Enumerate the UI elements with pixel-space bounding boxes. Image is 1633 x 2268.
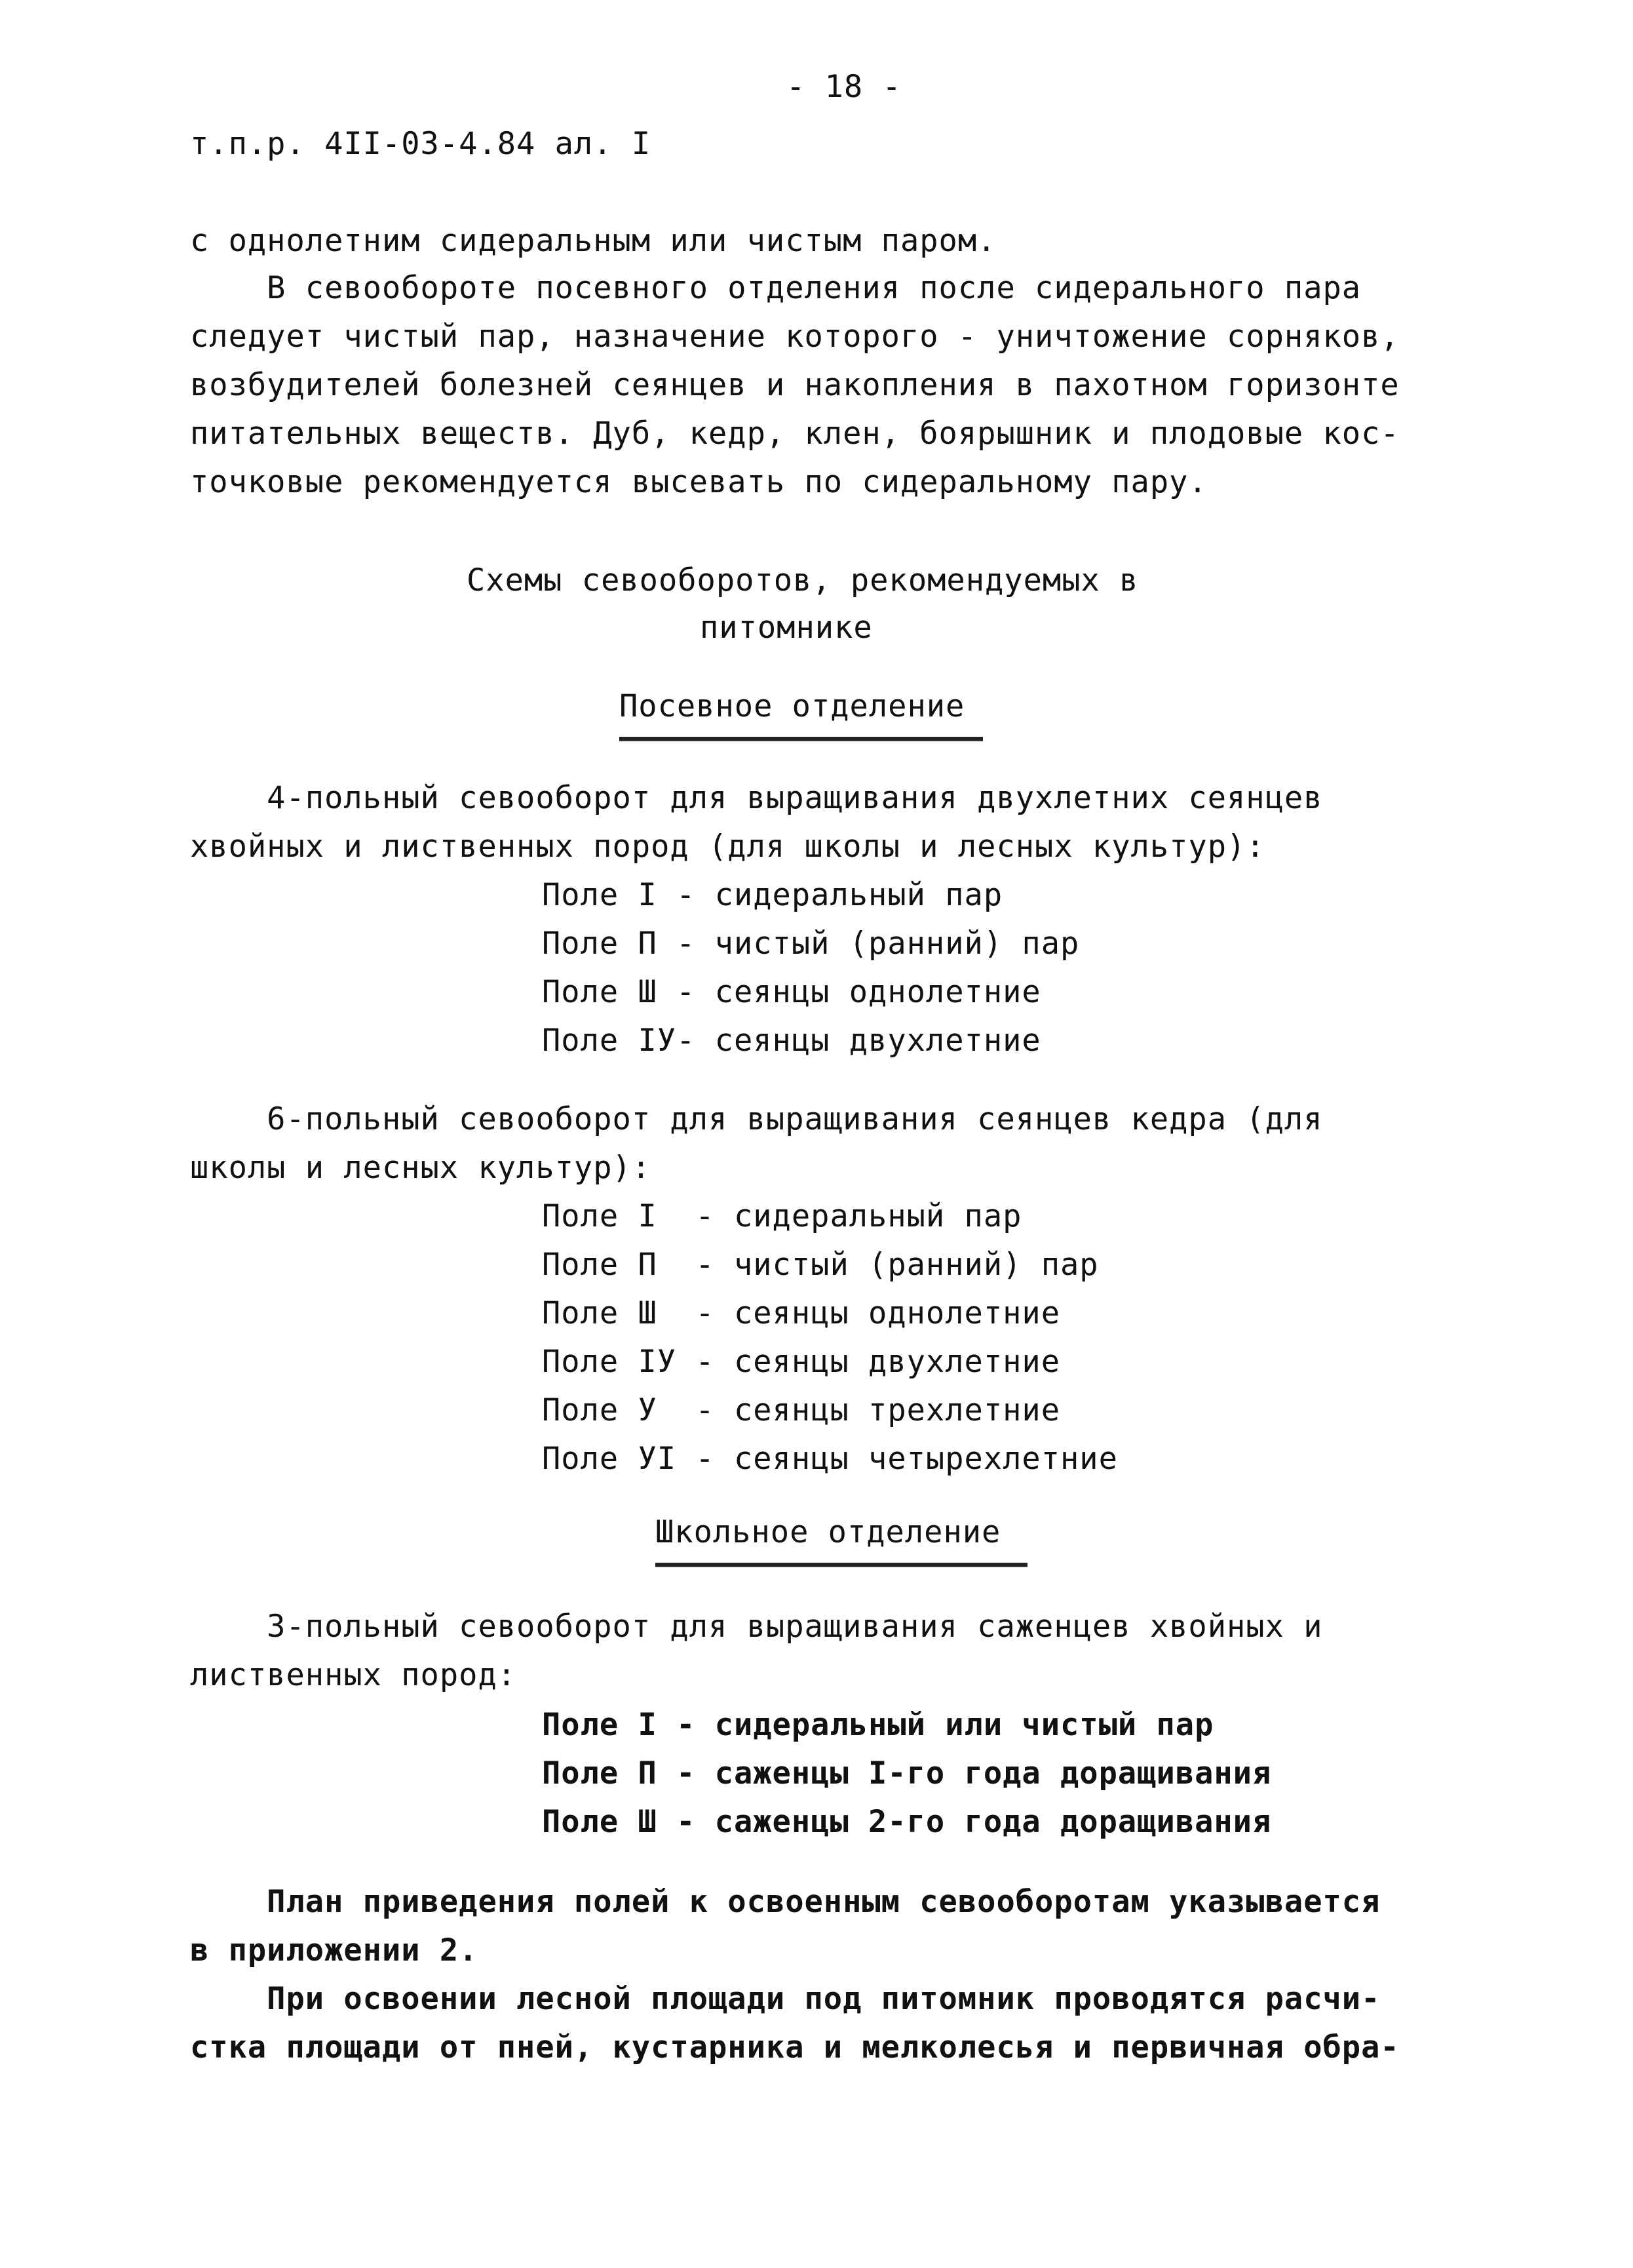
field-item: Поле I - сидеральный пар: [542, 877, 1003, 913]
field-item: Поле Ш - сеянцы однолетние: [542, 974, 1041, 1010]
rotation-intro-line: школы и лесных культур):: [190, 1150, 651, 1186]
rotation-intro-line: 6-польный севооборот для выращивания сеянцев кедра (для: [190, 1101, 1323, 1137]
intro-paragraph-line: питательных веществ. Дуб, кедр, клен, боярышник и плодовые кос-: [190, 416, 1400, 452]
rotation-intro-line: лиственных пород:: [190, 1657, 517, 1693]
field-item: Поле Ш - сеянцы однолетние: [542, 1295, 1061, 1331]
closing-paragraph-line: в приложении 2.: [190, 1932, 478, 1968]
field-item: Поле П - чистый (ранний) пар: [542, 926, 1080, 962]
school-heading: Школьное отделение: [655, 1514, 1001, 1550]
intro-paragraph-line: возбудителей болезней сеянцев и накопления в пахотном горизонте: [190, 367, 1400, 403]
intro-paragraph-line: В севообороте посевного отделения после сидерального пара: [190, 270, 1362, 306]
sowing-heading: Посевное отделение: [619, 688, 965, 724]
field-item: Поле П - чистый (ранний) пар: [542, 1247, 1099, 1283]
section-title: питомнике: [700, 610, 873, 646]
intro-paragraph-line: точковые рекомендуется высевать по сидеральному пару.: [190, 464, 1208, 500]
field-item: Поле IУ- сеянцы двухлетние: [542, 1023, 1041, 1059]
field-item: Поле IУ - сеянцы двухлетние: [542, 1344, 1061, 1380]
school-heading-underline: [655, 1563, 1028, 1567]
field-item: Поле У - сеянцы трехлетние: [542, 1392, 1061, 1428]
page-number: - 18 -: [786, 69, 902, 105]
field-item: Поле I - сидеральный или чистый пар: [542, 1707, 1214, 1743]
field-item: Поле I - сидеральный пар: [542, 1198, 1022, 1234]
rotation-intro-line: 3-польный севооборот для выращивания саженцев хвойных и: [190, 1609, 1323, 1645]
intro-paragraph-line: следует чистый пар, назначение которого - уничтожение сорняков,: [190, 319, 1400, 355]
closing-paragraph-line: стка площади от пней, кустарника и мелколесья и первичная обра-: [190, 2029, 1400, 2065]
rotation-intro-line: 4-польный севооборот для выращивания двухлетних сеянцев: [190, 780, 1323, 816]
field-item: Поле Ш - саженцы 2-го года доращивания: [542, 1804, 1272, 1840]
sowing-heading-underline: [619, 737, 983, 741]
section-title: Схемы севооборотов, рекомендуемых в: [467, 562, 1139, 598]
field-item: Поле УI - сеянцы четырехлетние: [542, 1441, 1118, 1477]
rotation-intro-line: хвойных и лиственных пород (для школы и лесных культур):: [190, 829, 1265, 865]
closing-paragraph-line: План приведения полей к освоенным севооборотам указывается: [190, 1884, 1381, 1920]
document-reference: т.п.р. 4II-03-4.84 ал. I: [190, 126, 651, 162]
field-item: Поле П - саженцы I-го года доращивания: [542, 1755, 1272, 1791]
closing-paragraph-line: При освоении лесной площади под питомник проводятся расчи-: [190, 1981, 1381, 2017]
intro-line: с однолетним сидеральным или чистым паром.: [190, 223, 997, 259]
